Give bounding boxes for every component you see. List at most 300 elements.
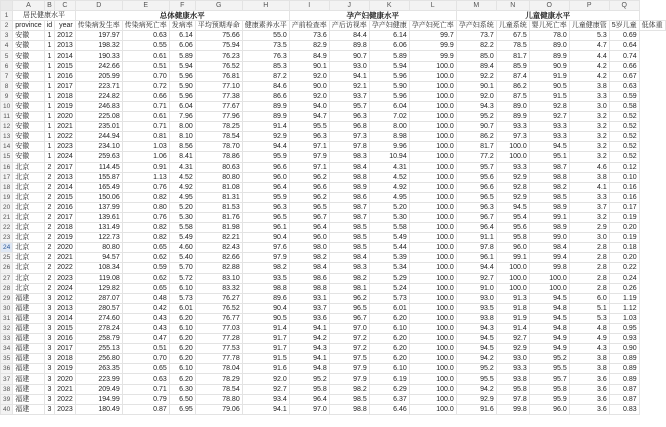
cell[interactable]: 2 — [44, 182, 54, 192]
cell[interactable]: 0.16 — [609, 192, 639, 202]
cell[interactable]: 5.96 — [369, 91, 409, 101]
cell[interactable]: 3 — [44, 344, 54, 354]
cell[interactable]: 2020 — [55, 112, 76, 122]
cell[interactable]: 92.8 — [496, 182, 529, 192]
cell[interactable]: 81.76 — [195, 212, 242, 222]
cell[interactable]: 96.6 — [242, 162, 289, 172]
cell[interactable]: 94.9 — [529, 344, 569, 354]
cell[interactable]: 安徽 — [13, 31, 44, 41]
cell[interactable]: 6.01 — [169, 303, 195, 313]
cell[interactable]: 4.6 — [569, 162, 609, 172]
cell[interactable]: 3 — [44, 384, 54, 394]
cell[interactable]: 3 — [44, 354, 54, 364]
row-header[interactable]: 33 — [1, 334, 13, 344]
cell[interactable]: 97.9 — [242, 253, 289, 263]
cell[interactable]: 131.49 — [75, 223, 122, 233]
cell[interactable]: 6.29 — [369, 384, 409, 394]
cell[interactable]: 81.7 — [456, 142, 496, 152]
cell[interactable]: 98.7 — [329, 212, 369, 222]
row-header[interactable]: 34 — [1, 344, 13, 354]
cell[interactable]: 78.54 — [195, 132, 242, 142]
cell[interactable]: 北京 — [13, 233, 44, 243]
cell[interactable]: 2012 — [55, 293, 76, 303]
cell[interactable]: 96.4 — [289, 223, 329, 233]
cell[interactable]: 3 — [44, 293, 54, 303]
cell[interactable]: 3.6 — [569, 404, 609, 414]
cell[interactable]: 4.95 — [369, 192, 409, 202]
cell[interactable]: 95.1 — [529, 152, 569, 162]
cell[interactable]: 93.3 — [496, 122, 529, 132]
cell[interactable]: 75.94 — [195, 41, 242, 51]
cell[interactable]: 4.3 — [569, 344, 609, 354]
cell[interactable]: 89.9 — [242, 101, 289, 111]
cell[interactable]: 85.0 — [456, 51, 496, 61]
row-header[interactable]: 26 — [1, 263, 13, 273]
cell[interactable]: 3.2 — [569, 122, 609, 132]
cell[interactable]: 94.5 — [529, 313, 569, 323]
cell[interactable]: 2014 — [55, 313, 76, 323]
cell[interactable]: 1 — [44, 71, 54, 81]
cell[interactable]: 5.73 — [369, 293, 409, 303]
cell[interactable]: 150.06 — [75, 192, 122, 202]
field-name-cell[interactable]: 低体重 — [639, 21, 665, 31]
cell[interactable]: 0.59 — [609, 91, 639, 101]
cell[interactable]: 4.52 — [169, 172, 195, 182]
cell[interactable]: 福建 — [13, 384, 44, 394]
cell[interactable]: 78.70 — [195, 142, 242, 152]
cell[interactable]: 76.23 — [195, 51, 242, 61]
cell[interactable]: 2014 — [55, 182, 76, 192]
cell[interactable]: 82.2 — [456, 41, 496, 51]
cell[interactable]: 5.90 — [169, 81, 195, 91]
field-name-cell[interactable]: id — [44, 21, 54, 31]
cell[interactable]: 76.52 — [195, 61, 242, 71]
cell[interactable]: 77.2 — [456, 152, 496, 162]
cell[interactable]: 2 — [44, 253, 54, 263]
cell[interactable]: 3.2 — [569, 132, 609, 142]
cell[interactable]: 1 — [44, 91, 54, 101]
cell[interactable]: 0.62 — [122, 253, 169, 263]
cell[interactable]: 6.10 — [369, 364, 409, 374]
cell[interactable]: 0.82 — [122, 192, 169, 202]
row-header[interactable]: 4 — [1, 41, 13, 51]
cell[interactable]: 5.40 — [169, 253, 195, 263]
cell[interactable]: 0.63 — [609, 81, 639, 91]
cell[interactable]: 0.71 — [122, 101, 169, 111]
cell[interactable]: 2 — [44, 273, 54, 283]
cell[interactable]: 7.96 — [169, 112, 195, 122]
cell[interactable]: 6.20 — [169, 374, 195, 384]
cell[interactable]: 100.0 — [409, 71, 456, 81]
cell[interactable]: 93.3 — [496, 364, 529, 374]
cell[interactable]: 223.71 — [75, 81, 122, 91]
cell[interactable]: 100.0 — [409, 61, 456, 71]
cell[interactable]: 77.38 — [195, 91, 242, 101]
cell[interactable]: 97.3 — [496, 132, 529, 142]
field-name-cell[interactable]: 儿童健康管 — [569, 21, 609, 31]
cell[interactable]: 93.8 — [496, 374, 529, 384]
cell[interactable]: 6.04 — [369, 101, 409, 111]
cell[interactable]: 91.4 — [242, 122, 289, 132]
row-header[interactable]: 19 — [1, 192, 13, 202]
cell[interactable]: 5.3 — [569, 31, 609, 41]
cell[interactable]: 2.8 — [569, 253, 609, 263]
cell[interactable]: 1.03 — [609, 313, 639, 323]
cell[interactable]: 1.06 — [122, 152, 169, 162]
cell[interactable]: 8.56 — [169, 142, 195, 152]
row-header[interactable]: 12 — [1, 122, 13, 132]
cell[interactable]: 91.0 — [456, 283, 496, 293]
cell[interactable]: 94.3 — [456, 101, 496, 111]
cell[interactable]: 2.8 — [569, 243, 609, 253]
cell[interactable]: 3.6 — [569, 394, 609, 404]
cell[interactable]: 100.0 — [409, 122, 456, 132]
cell[interactable]: 97.8 — [456, 243, 496, 253]
group-header-maternal-health[interactable]: 孕产妇健康水平 — [289, 11, 456, 21]
cell[interactable]: 2 — [44, 283, 54, 293]
cell[interactable]: 0.20 — [609, 253, 639, 263]
cell[interactable]: 0.71 — [122, 122, 169, 132]
cell[interactable]: 95.9 — [242, 152, 289, 162]
field-name-cell[interactable]: 发病率 — [169, 21, 195, 31]
cell[interactable]: 9.96 — [369, 142, 409, 152]
cell[interactable]: 197.97 — [75, 31, 122, 41]
group-header-child-health[interactable]: 儿童健康水平 — [456, 11, 639, 21]
cell[interactable]: 89.9 — [496, 112, 529, 122]
field-name-cell[interactable]: 健康素养水平 — [242, 21, 289, 31]
cell[interactable]: 205.99 — [75, 71, 122, 81]
cell[interactable]: 119.08 — [75, 273, 122, 283]
cell[interactable]: 安徽 — [13, 91, 44, 101]
cell[interactable]: 3.2 — [569, 112, 609, 122]
cell[interactable]: 81.7 — [496, 51, 529, 61]
cell[interactable]: 2 — [44, 202, 54, 212]
cell[interactable]: 安徽 — [13, 122, 44, 132]
cell[interactable]: 97.0 — [329, 324, 369, 334]
cell[interactable]: 6.20 — [369, 334, 409, 344]
cell[interactable]: 2021 — [55, 122, 76, 132]
cell[interactable]: 92.7 — [496, 334, 529, 344]
cell[interactable]: 93.6 — [289, 313, 329, 323]
cell[interactable]: 92.0 — [289, 91, 329, 101]
cell[interactable]: 8.10 — [169, 132, 195, 142]
cell[interactable]: 北京 — [13, 223, 44, 233]
cell[interactable]: 84.9 — [289, 51, 329, 61]
cell[interactable]: 94.8 — [529, 324, 569, 334]
cell[interactable]: 55.0 — [242, 31, 289, 41]
cell[interactable]: 100.0 — [409, 394, 456, 404]
cell[interactable]: 6.46 — [369, 404, 409, 414]
cell[interactable]: 3.6 — [569, 384, 609, 394]
cell[interactable]: 86.2 — [456, 132, 496, 142]
cell[interactable]: 93.3 — [529, 122, 569, 132]
cell[interactable]: 2024 — [55, 152, 76, 162]
cell[interactable]: 0.19 — [609, 233, 639, 243]
cell[interactable]: 100.0 — [409, 303, 456, 313]
row-header[interactable]: 32 — [1, 324, 13, 334]
cell[interactable]: 77.78 — [195, 354, 242, 364]
cell[interactable]: 2.8 — [569, 273, 609, 283]
column-header-j[interactable]: J — [329, 1, 369, 11]
column-header-e[interactable]: E — [122, 1, 169, 11]
cell[interactable]: 91.8 — [496, 303, 529, 313]
cell[interactable]: 98.2 — [329, 384, 369, 394]
cell[interactable]: 6.20 — [169, 334, 195, 344]
cell[interactable]: 246.83 — [75, 101, 122, 111]
cell[interactable]: 6.37 — [369, 394, 409, 404]
cell[interactable]: 93.5 — [456, 303, 496, 313]
cell[interactable]: 5.96 — [169, 91, 195, 101]
cell[interactable]: 2 — [44, 223, 54, 233]
cell[interactable]: 安徽 — [13, 142, 44, 152]
cell[interactable]: 3.2 — [569, 212, 609, 222]
cell[interactable]: 100.0 — [529, 273, 569, 283]
cell[interactable]: 94.4 — [242, 142, 289, 152]
cell[interactable]: 2019 — [55, 233, 76, 243]
cell[interactable]: 96.5 — [242, 212, 289, 222]
cell[interactable]: 94.5 — [496, 202, 529, 212]
cell[interactable]: 77.03 — [195, 324, 242, 334]
cell[interactable]: 4.2 — [569, 61, 609, 71]
row-header[interactable]: 27 — [1, 273, 13, 283]
cell[interactable]: 0.89 — [609, 354, 639, 364]
cell[interactable]: 77.28 — [195, 334, 242, 344]
cell[interactable]: 82.43 — [195, 243, 242, 253]
cell[interactable]: 0.67 — [609, 71, 639, 81]
cell[interactable]: 100.0 — [409, 324, 456, 334]
cell[interactable]: 1 — [44, 112, 54, 122]
cell[interactable]: 7.02 — [369, 112, 409, 122]
cell[interactable]: 0.66 — [609, 61, 639, 71]
cell[interactable]: 3 — [44, 394, 54, 404]
cell[interactable]: 0.51 — [122, 344, 169, 354]
cell[interactable]: 安徽 — [13, 41, 44, 51]
cell[interactable]: 96.7 — [456, 212, 496, 222]
cell[interactable]: 0.83 — [609, 404, 639, 414]
cell[interactable]: 3 — [44, 374, 54, 384]
row-header[interactable]: 18 — [1, 182, 13, 192]
cell[interactable]: 100.0 — [496, 273, 529, 283]
cell[interactable]: 82.88 — [195, 263, 242, 273]
cell[interactable]: 北京 — [13, 283, 44, 293]
cell[interactable]: 190.33 — [75, 51, 122, 61]
cell[interactable]: 2022 — [55, 394, 76, 404]
row-header[interactable]: 31 — [1, 313, 13, 323]
cell[interactable]: 75.66 — [195, 31, 242, 41]
cell[interactable]: 95.8 — [496, 233, 529, 243]
cell[interactable]: 86.2 — [496, 81, 529, 91]
cell[interactable]: 85.9 — [496, 61, 529, 71]
cell[interactable]: 96.8 — [329, 122, 369, 132]
cell[interactable]: 98.2 — [529, 182, 569, 192]
cell[interactable]: 2019 — [55, 364, 76, 374]
cell[interactable]: 0.69 — [609, 31, 639, 41]
cell[interactable]: 1 — [44, 101, 54, 111]
cell[interactable]: 3 — [44, 404, 54, 414]
cell[interactable]: 2024 — [55, 283, 76, 293]
cell[interactable]: 94.9 — [529, 334, 569, 344]
field-name-cell[interactable]: year — [55, 21, 76, 31]
field-name-cell[interactable]: 婴儿死亡率 — [529, 21, 569, 31]
cell[interactable]: 北京 — [13, 273, 44, 283]
column-header-h[interactable]: H — [242, 1, 289, 11]
cell[interactable]: 92.0 — [289, 71, 329, 81]
cell[interactable]: 95.2 — [456, 364, 496, 374]
cell[interactable]: 4.92 — [169, 182, 195, 192]
cell[interactable]: 0.90 — [609, 344, 639, 354]
cell[interactable]: 67.5 — [496, 31, 529, 41]
cell[interactable]: 2023 — [55, 273, 76, 283]
cell[interactable]: 180.49 — [75, 404, 122, 414]
cell[interactable]: 99.8 — [496, 404, 529, 414]
cell[interactable]: 北京 — [13, 253, 44, 263]
cell[interactable]: 78.86 — [195, 152, 242, 162]
row-header[interactable]: 13 — [1, 132, 13, 142]
cell[interactable]: 96.4 — [456, 223, 496, 233]
cell[interactable]: 244.94 — [75, 132, 122, 142]
cell[interactable]: 0.79 — [122, 394, 169, 404]
cell[interactable]: 256.80 — [75, 354, 122, 364]
cell[interactable]: 95.6 — [456, 172, 496, 182]
cell[interactable]: 3 — [44, 313, 54, 323]
cell[interactable]: 福建 — [13, 324, 44, 334]
cell[interactable]: 3.0 — [569, 233, 609, 243]
cell[interactable]: 84.4 — [329, 31, 369, 41]
cell[interactable]: 安徽 — [13, 101, 44, 111]
cell[interactable]: 安徽 — [13, 81, 44, 91]
cell[interactable]: 福建 — [13, 354, 44, 364]
cell[interactable]: 100.0 — [409, 132, 456, 142]
cell[interactable]: 97.9 — [289, 152, 329, 162]
cell[interactable]: 90.7 — [456, 122, 496, 132]
cell[interactable]: 91.4 — [242, 324, 289, 334]
cell[interactable]: 100.0 — [409, 91, 456, 101]
cell[interactable]: 0.63 — [122, 374, 169, 384]
field-name-cell[interactable]: 产后访视率 — [329, 21, 369, 31]
cell[interactable]: 100.0 — [409, 384, 456, 394]
cell[interactable]: 2.8 — [569, 283, 609, 293]
cell[interactable]: 73.7 — [456, 31, 496, 41]
cell[interactable]: 2 — [44, 172, 54, 182]
row-header[interactable]: 10 — [1, 101, 13, 111]
cell[interactable]: 0.65 — [122, 243, 169, 253]
field-name-cell[interactable]: 孕产妇系统 — [456, 21, 496, 31]
cell[interactable]: 139.61 — [75, 212, 122, 222]
cell[interactable]: 91.4 — [496, 324, 529, 334]
cell[interactable]: 100.0 — [409, 172, 456, 182]
cell[interactable]: 278.24 — [75, 324, 122, 334]
cell[interactable]: 5.34 — [369, 263, 409, 273]
cell[interactable]: 92.8 — [529, 101, 569, 111]
cell[interactable]: 96.0 — [289, 233, 329, 243]
column-header-o[interactable]: O — [529, 1, 569, 11]
cell[interactable]: 0.17 — [609, 202, 639, 212]
cell[interactable]: 北京 — [13, 263, 44, 273]
cell[interactable]: 73.6 — [289, 31, 329, 41]
row-header[interactable]: 28 — [1, 283, 13, 293]
cell[interactable]: 95.7 — [529, 374, 569, 384]
cell[interactable]: 80.63 — [195, 162, 242, 172]
cell[interactable]: 4.31 — [169, 162, 195, 172]
cell[interactable]: 80.80 — [195, 172, 242, 182]
cell[interactable]: 95.9 — [529, 394, 569, 404]
cell[interactable]: 福建 — [13, 404, 44, 414]
cell[interactable]: 2018 — [55, 354, 76, 364]
cell[interactable]: 87.5 — [496, 91, 529, 101]
cell[interactable]: 95.5 — [529, 364, 569, 374]
cell[interactable]: 4.9 — [569, 334, 609, 344]
cell[interactable]: 99.0 — [529, 233, 569, 243]
cell[interactable]: 93.3 — [529, 132, 569, 142]
cell[interactable]: 165.49 — [75, 182, 122, 192]
cell[interactable]: 100.0 — [409, 81, 456, 91]
cell[interactable]: 福建 — [13, 313, 44, 323]
cell[interactable]: 5.39 — [369, 253, 409, 263]
cell[interactable]: 0.93 — [609, 334, 639, 344]
cell[interactable]: 98.5 — [329, 394, 369, 404]
cell[interactable]: 6.06 — [369, 41, 409, 51]
column-header-a[interactable]: A — [13, 1, 44, 11]
cell[interactable]: 96.3 — [456, 202, 496, 212]
cell[interactable]: 100.0 — [409, 202, 456, 212]
cell[interactable]: 91.5 — [242, 354, 289, 364]
cell[interactable]: 2017 — [55, 81, 76, 91]
cell[interactable]: 0.55 — [122, 41, 169, 51]
cell[interactable]: 0.65 — [122, 364, 169, 374]
cell[interactable]: 2016 — [55, 71, 76, 81]
cell[interactable]: 北京 — [13, 202, 44, 212]
cell[interactable]: 90.9 — [529, 61, 569, 71]
cell[interactable]: 93.3 — [496, 162, 529, 172]
cell[interactable]: 2.9 — [569, 223, 609, 233]
cell[interactable]: 0.63 — [122, 31, 169, 41]
cell[interactable]: 98.7 — [529, 162, 569, 172]
cell[interactable]: 98.8 — [289, 283, 329, 293]
cell[interactable]: 福建 — [13, 344, 44, 354]
cell[interactable]: 98.5 — [329, 233, 369, 243]
cell[interactable]: 1.03 — [122, 142, 169, 152]
cell[interactable]: 91.7 — [242, 344, 289, 354]
cell[interactable]: 91.6 — [456, 404, 496, 414]
cell[interactable]: 4.60 — [169, 243, 195, 253]
cell[interactable]: 95.2 — [289, 374, 329, 384]
cell[interactable]: 81.98 — [195, 223, 242, 233]
cell[interactable]: 1 — [44, 152, 54, 162]
cell[interactable]: 97.2 — [329, 334, 369, 344]
cell[interactable]: 78.54 — [195, 384, 242, 394]
cell[interactable]: 95.7 — [329, 101, 369, 111]
cell[interactable]: 94.8 — [529, 303, 569, 313]
cell[interactable]: 98.8 — [242, 283, 289, 293]
cell[interactable]: 6.04 — [169, 101, 195, 111]
row-header[interactable]: 38 — [1, 384, 13, 394]
row-header[interactable]: 24 — [1, 243, 13, 253]
cell[interactable]: 98.5 — [529, 192, 569, 202]
cell[interactable]: 1 — [44, 31, 54, 41]
cell[interactable]: 99.1 — [496, 253, 529, 263]
cell[interactable]: 76.27 — [195, 293, 242, 303]
cell[interactable]: 5.96 — [369, 71, 409, 81]
cell[interactable]: 98.1 — [329, 283, 369, 293]
cell[interactable]: 2022 — [55, 132, 76, 142]
cell[interactable]: 81.31 — [195, 192, 242, 202]
cell[interactable]: 263.35 — [75, 364, 122, 374]
cell[interactable]: 0.64 — [609, 41, 639, 51]
cell[interactable]: 5.49 — [169, 233, 195, 243]
cell[interactable]: 94.5 — [529, 293, 569, 303]
cell[interactable]: 80.80 — [75, 243, 122, 253]
cell[interactable]: 4.52 — [369, 172, 409, 182]
